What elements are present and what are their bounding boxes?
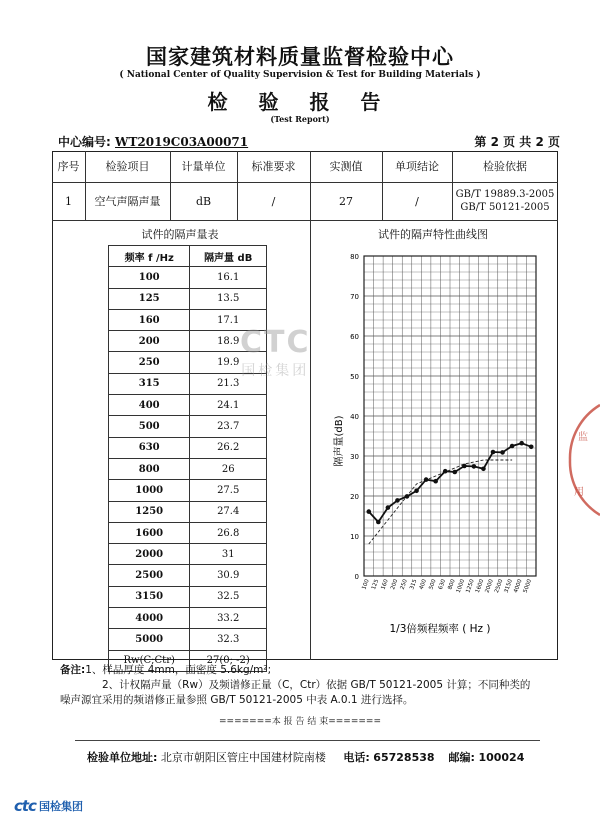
note-thickness: 1、样品厚度 4mm，面密度 5.6kg/m²; xyxy=(85,664,272,676)
th-item: 检验项目 xyxy=(105,160,150,173)
snr-row xyxy=(109,416,267,437)
snr-frequency: 400 xyxy=(109,395,190,416)
measured-point xyxy=(472,464,477,469)
snr-value: 13.5 xyxy=(190,288,267,309)
snr-value: 33.2 xyxy=(190,608,267,629)
x-tick-label: 125 xyxy=(370,578,381,591)
td-no: 1 xyxy=(65,194,72,208)
snr-frequency: 200 xyxy=(109,331,190,352)
snr-frequency: 1000 xyxy=(109,480,190,501)
y-tick-label: 30 xyxy=(350,453,359,461)
insulation-chart xyxy=(312,240,556,645)
y-tick-label: 80 xyxy=(350,253,359,261)
measured-point xyxy=(414,489,419,494)
x-tick-label: 2500 xyxy=(494,578,505,594)
snr-value: 26 xyxy=(190,458,267,479)
snr-table xyxy=(108,245,267,672)
address: 北京市朝阳区管庄中国建材院南楼 xyxy=(160,751,326,764)
measured-point xyxy=(433,479,438,484)
footer-rule xyxy=(75,740,540,741)
measured-point xyxy=(386,505,391,510)
center-number-value: WT2019C03A00071 xyxy=(115,135,249,149)
watermark xyxy=(240,325,311,380)
x-tick-label: 100 xyxy=(361,578,371,591)
snr-frequency: 125 xyxy=(109,288,190,309)
summary-row-divider xyxy=(52,220,558,221)
snr-value: 18.9 xyxy=(190,331,267,352)
snr-row xyxy=(109,522,267,543)
measured-point xyxy=(443,469,448,474)
snr-value: 27.5 xyxy=(190,480,267,501)
notes-label: 备注: xyxy=(60,664,86,676)
snr-frequency: 5000 xyxy=(109,629,190,650)
ctc-logo xyxy=(14,797,83,815)
snr-frequency: 3150 xyxy=(109,586,190,607)
tel: 65728538 xyxy=(373,751,435,764)
snr-row xyxy=(109,544,267,565)
measured-point xyxy=(424,477,429,482)
x-axis-label: 1/3倍频程频率 ( Hz ) xyxy=(389,623,491,635)
x-tick-label: 800 xyxy=(447,578,457,591)
y-tick-label: 40 xyxy=(350,413,359,421)
measured-point xyxy=(519,441,524,446)
x-tick-label: 1250 xyxy=(465,578,476,594)
svg-text:用: 用 xyxy=(574,487,584,498)
watermark-logo: CTC xyxy=(240,325,311,360)
snr-row xyxy=(109,565,267,586)
snr-value: 19.9 xyxy=(190,352,267,373)
measured-point xyxy=(462,464,467,469)
measured-point xyxy=(366,509,371,514)
snr-value: 31 xyxy=(190,544,267,565)
th-no: 序号 xyxy=(57,160,80,173)
x-tick-label: 1000 xyxy=(455,578,467,594)
snr-row xyxy=(109,267,267,288)
basis-line-2: GB/T 50121-2005 xyxy=(460,202,550,213)
snr-frequency: 630 xyxy=(109,437,190,458)
td-basis xyxy=(452,182,558,220)
snr-frequency: 250 xyxy=(109,352,190,373)
snr-header-row xyxy=(109,246,267,267)
chart-title: 试件的隔声特性曲线图 xyxy=(378,228,488,241)
svg-text:监: 监 xyxy=(578,432,588,443)
th-unit: 计量单位 xyxy=(181,160,226,173)
measured-point xyxy=(491,450,496,455)
rw-label: Rw(C;Ctr) xyxy=(109,650,190,671)
th-requirement: 标准要求 xyxy=(251,160,296,173)
notes-line-1 xyxy=(60,663,530,678)
snr-frequency: 1250 xyxy=(109,501,190,522)
snr-value: 26.2 xyxy=(190,437,267,458)
th-conclusion: 单项结论 xyxy=(395,160,439,173)
tel-label: 电话: xyxy=(343,751,370,764)
report-title-cn: 检 验 报 告 xyxy=(207,90,393,114)
snr-row xyxy=(109,480,267,501)
td-item: 空气声隔声量 xyxy=(94,194,161,208)
td-unit: dB xyxy=(195,194,212,208)
snr-value: 32.3 xyxy=(190,629,267,650)
y-tick-label: 10 xyxy=(350,533,359,541)
td-conclusion: / xyxy=(415,194,419,208)
measured-point xyxy=(510,444,515,449)
th-measured: 实测值 xyxy=(329,160,363,173)
snr-value: 30.9 xyxy=(190,565,267,586)
address-label: 检验单位地址: xyxy=(87,751,158,764)
snr-value: 24.1 xyxy=(190,395,267,416)
y-tick-label: 50 xyxy=(350,373,359,381)
x-tick-label: 3150 xyxy=(503,578,514,594)
snr-value: 27.4 xyxy=(190,501,267,522)
y-axis-label: 隔声量(dB) xyxy=(334,415,345,467)
notes xyxy=(60,663,530,708)
center-number xyxy=(58,133,248,150)
x-tick-label: 630 xyxy=(437,578,448,591)
snr-row xyxy=(109,586,267,607)
snr-frequency: 1600 xyxy=(109,522,190,543)
ctc-logo-text: 国检集团 xyxy=(38,800,83,813)
snr-value: 17.1 xyxy=(190,309,267,330)
snr-frequency: 4000 xyxy=(109,608,190,629)
x-tick-label: 5000 xyxy=(522,578,534,594)
snr-value: 16.1 xyxy=(190,267,267,288)
measured-point xyxy=(376,520,381,525)
y-tick-label: 60 xyxy=(350,333,359,341)
th-basis: 检验依据 xyxy=(483,160,527,173)
measured-point xyxy=(481,467,486,472)
postcode-label: 邮编: xyxy=(448,751,475,764)
org-title-en: ( National Center of Quality Supervision & Test for Building Materials ) xyxy=(119,70,481,80)
snr-frequency: 160 xyxy=(109,309,190,330)
snr-value: 21.3 xyxy=(190,373,267,394)
snr-col-insulation: 隔声量 dB xyxy=(190,246,267,267)
x-tick-label: 2000 xyxy=(484,578,495,594)
snr-row xyxy=(109,288,267,309)
x-tick-label: 315 xyxy=(409,578,419,591)
watermark-text: 国检集团 xyxy=(241,363,310,379)
snr-frequency: 315 xyxy=(109,373,190,394)
x-tick-label: 160 xyxy=(380,578,390,591)
snr-frequency: 2500 xyxy=(109,565,190,586)
measured-point xyxy=(529,445,534,450)
center-number-label: 中心编号: xyxy=(58,135,111,149)
official-seal xyxy=(556,400,600,520)
snr-row xyxy=(109,458,267,479)
x-tick-label: 250 xyxy=(399,578,409,591)
td-measured: 27 xyxy=(339,194,353,208)
end-of-report: =======本 报 告 结 束======= xyxy=(218,717,382,727)
snr-row xyxy=(109,629,267,650)
col-divider xyxy=(310,151,311,660)
snr-value: 32.5 xyxy=(190,586,267,607)
x-tick-label: 4000 xyxy=(513,578,524,594)
snr-row xyxy=(109,608,267,629)
footer xyxy=(87,749,524,765)
snr-row xyxy=(109,501,267,522)
snr-frequency: 500 xyxy=(109,416,190,437)
postcode: 100024 xyxy=(478,751,525,764)
notes-line-2: 2、计权隔声量（Rw）及频谱修正量（C，Ctr）依据 GB/T 50121-2005 计算；不同种类的 xyxy=(102,679,531,691)
basis-line-1: GB/T 19889.3-2005 xyxy=(455,189,555,200)
snr-frequency: 100 xyxy=(109,267,190,288)
x-tick-label: 400 xyxy=(418,578,428,591)
snr-frequency: 800 xyxy=(109,458,190,479)
y-tick-label: 20 xyxy=(350,493,359,501)
ctc-logo-mark: ctc xyxy=(14,797,36,815)
notes-line-3: 噪声源宜采用的频谱修正量参照 GB/T 50121-2005 中表 A.0.1 进行选择。 xyxy=(60,694,414,706)
rw-value: 27(0; -2) xyxy=(190,650,267,671)
x-tick-label: 200 xyxy=(390,578,400,591)
report-title-en: (Test Report) xyxy=(270,114,330,124)
snr-row xyxy=(109,395,267,416)
y-tick-label: 70 xyxy=(350,293,359,301)
y-tick-label: 0 xyxy=(354,573,359,581)
measured-point xyxy=(405,494,410,499)
snr-col-frequency: 频率 f /Hz xyxy=(109,246,190,267)
snr-table-title: 试件的隔声量表 xyxy=(141,228,219,241)
snr-value: 23.7 xyxy=(190,416,267,437)
measured-point xyxy=(452,470,457,475)
measured-point xyxy=(395,498,400,503)
snr-value: 26.8 xyxy=(190,522,267,543)
x-tick-label: 1600 xyxy=(474,578,486,594)
page-info: 第 2 页 共 2 页 xyxy=(474,135,560,149)
measured-point xyxy=(500,450,505,455)
org-title-cn: 国家建筑材料质量监督检验中心 xyxy=(146,45,454,69)
x-tick-label: 500 xyxy=(428,578,438,591)
snr-row xyxy=(109,437,267,458)
snr-frequency: 2000 xyxy=(109,544,190,565)
td-requirement: / xyxy=(271,194,276,208)
